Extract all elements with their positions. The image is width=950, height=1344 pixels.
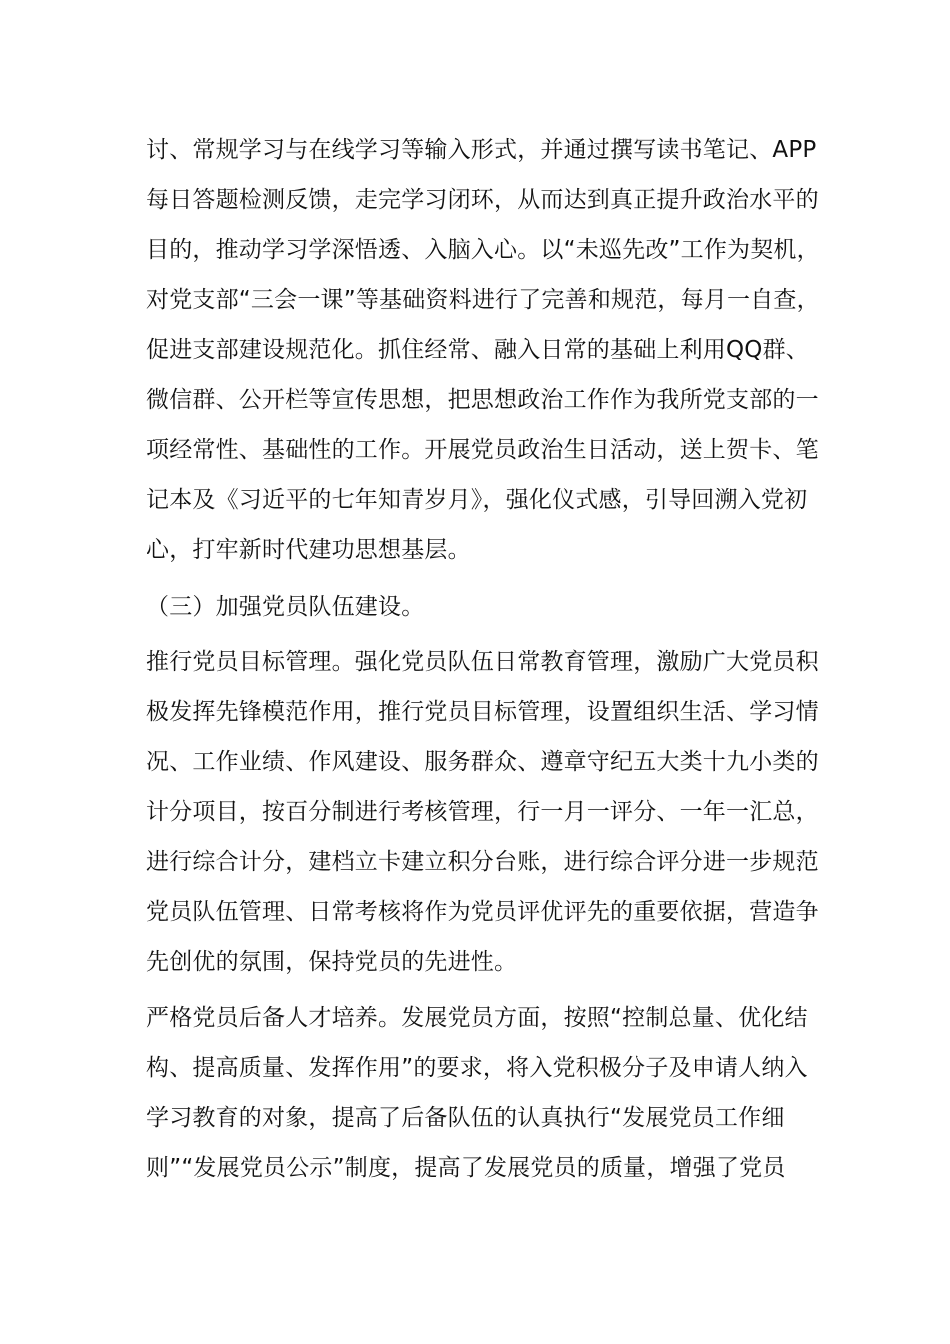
text-line: 严格党员后备人才培养。发展党员方面，按照“控制总量、优化结 xyxy=(146,1005,808,1031)
text-line: 构、提高质量、发挥作用”的要求，将入党积极分子及申请人纳入 xyxy=(146,1055,808,1081)
text-line: 进行综合计分，建档立卡建立积分台账，进行综合评分进一步规范 xyxy=(146,849,819,875)
text-line: 微信群、公开栏等宣传思想，把思想政治工作作为我所党支部的一 xyxy=(146,387,819,413)
text-line: 对党支部“三会一课”等基础资料进行了完善和规范，每月一自查， xyxy=(146,287,820,313)
section-heading: （三）加强党员队伍建设。 xyxy=(146,594,425,620)
text-line: 讨、常规学习与在线学习等输入形式，并通过撰写读书笔记、APP xyxy=(146,137,817,163)
text-line: 则”“发展党员公示”制度，提高了发展党员的质量，增强了党员 xyxy=(146,1155,786,1181)
text-line: 促进支部建设规范化。抓住经常、融入日常的基础上利用QQ群、 xyxy=(146,337,810,363)
text-line: 目的，推动学习学深悟透、入脑入心。以“未巡先改”工作为契机， xyxy=(146,237,820,263)
text-line: 每日答题检测反馈，走完学习闭环，从而达到真正提升政治水平的 xyxy=(146,187,819,213)
text-line: 推行党员目标管理。强化党员队伍日常教育管理，激励广大党员积 xyxy=(146,649,819,675)
text-line: 况、工作业绩、作风建设、服务群众、遵章守纪五大类十九小类的 xyxy=(146,749,819,775)
text-line: 先创优的氛围，保持党员的先进性。 xyxy=(146,949,518,975)
text-line: 党员队伍管理、日常考核将作为党员评优评先的重要依据，营造争 xyxy=(146,899,819,925)
text-line: 学习教育的对象，提高了后备队伍的认真执行“发展党员工作细 xyxy=(146,1105,785,1131)
text-line: 项经常性、基础性的工作。开展党员政治生日活动，送上贺卡、笔 xyxy=(146,437,819,463)
text-line: 心，打牢新时代建功思想基层。 xyxy=(146,537,471,563)
text-line: 极发挥先锋模范作用，推行党员目标管理，设置组织生活、学习情 xyxy=(146,699,819,725)
text-line: 记本及《习近平的七年知青岁月》，强化仪式感，引导回溯入党初 xyxy=(146,487,808,513)
text-line: 计分项目，按百分制进行考核管理，行一月一评分、一年一汇总， xyxy=(146,799,819,825)
